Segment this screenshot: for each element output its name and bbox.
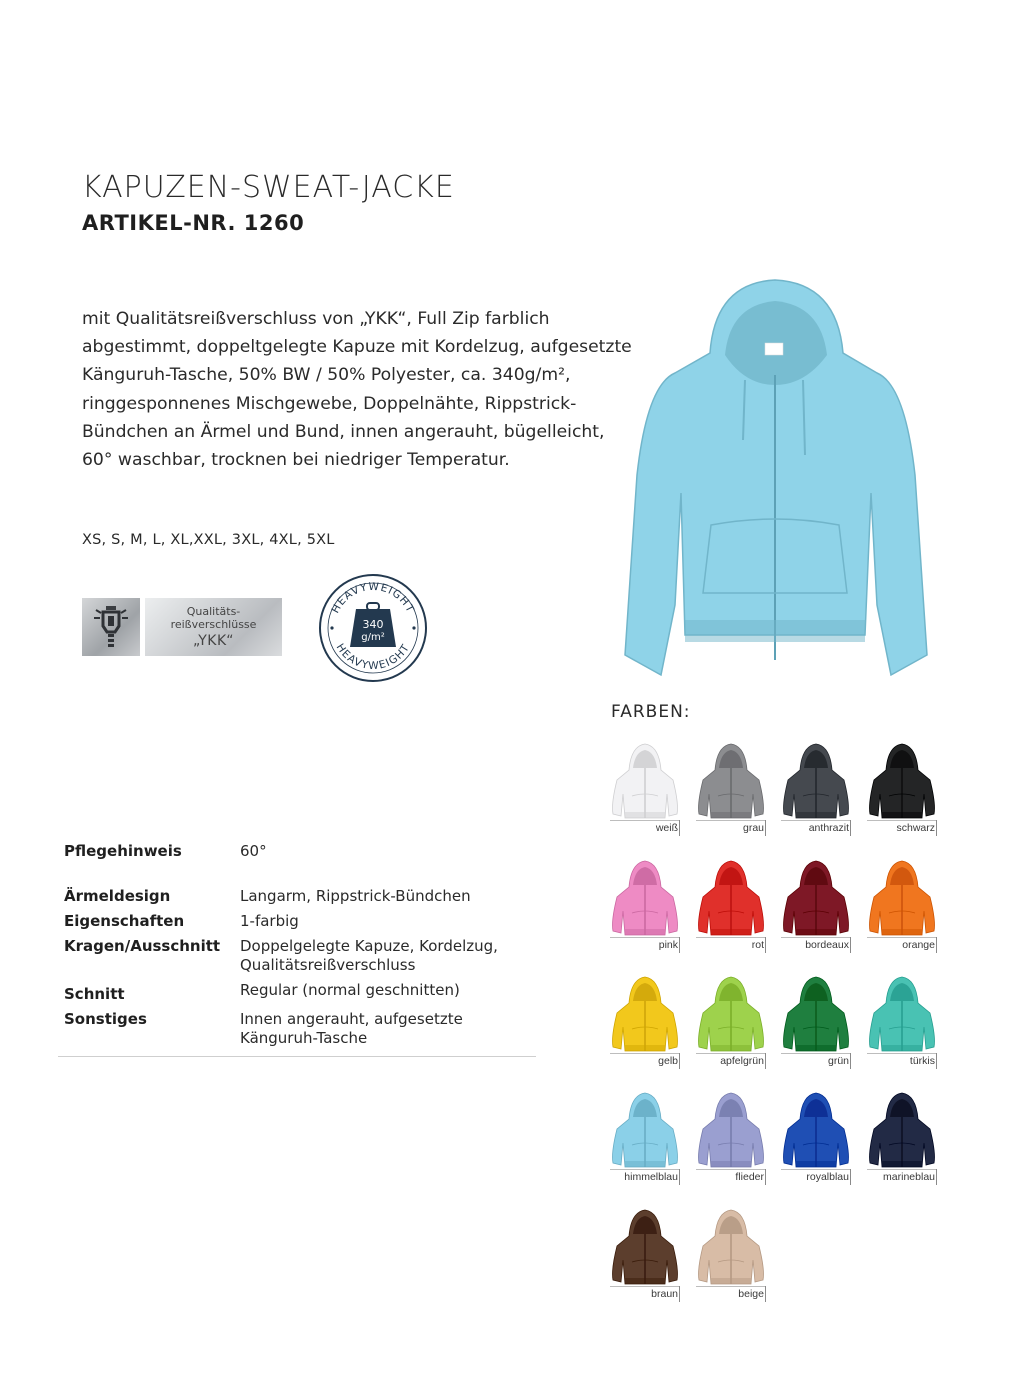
color-swatch[interactable] bbox=[781, 851, 851, 951]
spec-value-line: Qualitätsreißverschluss bbox=[240, 956, 416, 974]
size-list: XS, S, M, L, XL,XXL, 3XL, 4XL, 5XL bbox=[82, 532, 335, 548]
color-swatch[interactable] bbox=[610, 1200, 680, 1300]
swatch-underline bbox=[696, 1053, 766, 1054]
color-name: grün bbox=[827, 1055, 849, 1067]
spec-value: 60° bbox=[240, 842, 267, 860]
swatch-divider bbox=[679, 820, 680, 836]
color-name: rot bbox=[751, 939, 764, 951]
color-name: bordeaux bbox=[805, 939, 849, 951]
color-name: beige bbox=[738, 1288, 764, 1300]
swatch-divider bbox=[850, 820, 851, 836]
color-name: braun bbox=[651, 1288, 678, 1300]
color-swatch[interactable] bbox=[867, 967, 937, 1067]
swatch-divider bbox=[679, 1169, 680, 1185]
swatch-underline bbox=[867, 1053, 937, 1054]
swatch-underline bbox=[610, 1169, 680, 1170]
heavyweight-ring-top: HEAVYWEIGHT bbox=[329, 580, 417, 616]
hoodie-swatch-image bbox=[867, 734, 937, 820]
color-name: anthrazit bbox=[808, 822, 849, 834]
spec-value-line: Känguruh-Tasche bbox=[240, 1029, 368, 1047]
swatch-underline bbox=[781, 937, 851, 938]
swatch-underline bbox=[610, 1053, 680, 1054]
swatch-divider bbox=[850, 1053, 851, 1069]
color-name: pink bbox=[658, 939, 678, 951]
color-swatch[interactable] bbox=[610, 967, 680, 1067]
color-name: grau bbox=[742, 822, 764, 834]
swatch-underline bbox=[867, 937, 937, 938]
hoodie-swatch-image bbox=[696, 851, 766, 937]
description-line: 60° waschbar, trocknen bei niedriger Temperatur. bbox=[82, 450, 510, 471]
spec-value-line: Innen angerauht, aufgesetzte bbox=[240, 1010, 463, 1028]
hoodie-swatch-image bbox=[781, 734, 851, 820]
hoodie-swatch-image bbox=[696, 1200, 766, 1286]
hoodie-swatch-image bbox=[610, 734, 680, 820]
spec-key: Eigenschaften bbox=[64, 912, 185, 930]
color-swatch[interactable] bbox=[867, 734, 937, 834]
article-number: ARTIKEL-NR. 1260 bbox=[82, 211, 305, 235]
hoodie-swatch-image bbox=[610, 851, 680, 937]
color-swatch[interactable] bbox=[781, 967, 851, 1067]
hoodie-swatch-image bbox=[781, 851, 851, 937]
hoodie-swatch-image bbox=[696, 967, 766, 1053]
swatch-underline bbox=[696, 937, 766, 938]
product-description bbox=[82, 305, 652, 474]
color-name: apfelgrün bbox=[720, 1055, 764, 1067]
swatch-divider bbox=[765, 1053, 766, 1069]
hoodie-swatch-image bbox=[610, 1200, 680, 1286]
product-hero-image bbox=[615, 275, 935, 685]
spec-row-other bbox=[58, 1010, 536, 1048]
heavyweight-weight: 340 bbox=[362, 618, 384, 631]
spec-value: 1-farbig bbox=[240, 912, 299, 930]
swatch-underline bbox=[610, 1286, 680, 1287]
color-name: türkis bbox=[909, 1055, 935, 1067]
spec-row-collar bbox=[58, 937, 536, 975]
swatch-divider bbox=[936, 820, 937, 836]
spec-row-cut bbox=[58, 981, 536, 1004]
description-line: abgestimmt, doppeltgelegte Kapuze mit Kordelzug, aufgesetzte bbox=[82, 337, 632, 358]
spec-table bbox=[58, 842, 536, 1057]
color-swatch[interactable] bbox=[781, 734, 851, 834]
swatch-underline bbox=[781, 820, 851, 821]
hoodie-swatch-image bbox=[696, 1083, 766, 1169]
swatch-divider bbox=[765, 1169, 766, 1185]
ykk-zipper-badge bbox=[82, 598, 282, 656]
colors-heading: FARBEN: bbox=[611, 702, 691, 722]
heavyweight-badge bbox=[318, 573, 428, 683]
swatch-divider bbox=[679, 1286, 680, 1302]
ykk-badge-line: reißverschlüsse bbox=[170, 617, 257, 631]
spec-key: Sonstiges bbox=[64, 1010, 147, 1028]
swatch-divider bbox=[850, 937, 851, 953]
spec-value: Langarm, Rippstrick-Bündchen bbox=[240, 887, 471, 905]
swatch-underline bbox=[610, 820, 680, 821]
hoodie-swatch-image bbox=[867, 1083, 937, 1169]
color-name: weiß bbox=[655, 822, 678, 834]
color-name: royalblau bbox=[806, 1171, 849, 1183]
swatch-divider bbox=[850, 1169, 851, 1185]
color-swatch[interactable] bbox=[610, 734, 680, 834]
product-title: KAPUZEN-SWEAT-JACKE bbox=[82, 170, 455, 205]
hoodie-swatch-image bbox=[781, 967, 851, 1053]
color-swatch[interactable] bbox=[696, 1200, 766, 1300]
spec-key: Ärmeldesign bbox=[64, 887, 171, 905]
hoodie-swatch-image bbox=[696, 734, 766, 820]
color-name: himmelblau bbox=[624, 1171, 678, 1183]
color-swatch[interactable] bbox=[696, 734, 766, 834]
swatch-divider bbox=[936, 1169, 937, 1185]
spec-row-care bbox=[58, 842, 536, 861]
hoodie-swatch-image bbox=[867, 967, 937, 1053]
description-line: Bündchen an Ärmel und Bund, innen angerauht, bügelleicht, bbox=[82, 421, 605, 442]
ykk-badge-text bbox=[145, 598, 282, 656]
spec-row-sleeve bbox=[58, 887, 536, 906]
swatch-divider bbox=[936, 1053, 937, 1069]
hoodie-swatch-image bbox=[610, 1083, 680, 1169]
swatch-divider bbox=[765, 937, 766, 953]
spec-value bbox=[240, 937, 536, 975]
spec-row-properties bbox=[58, 912, 536, 931]
spec-value bbox=[240, 1010, 536, 1048]
color-swatch[interactable] bbox=[867, 851, 937, 951]
color-name: schwarz bbox=[896, 822, 935, 834]
heavyweight-ring-bottom: HEAVYWEIGHT bbox=[333, 641, 413, 673]
swatch-divider bbox=[679, 1053, 680, 1069]
swatch-divider bbox=[765, 1286, 766, 1302]
zipper-icon bbox=[82, 598, 140, 656]
swatch-divider bbox=[765, 820, 766, 836]
ykk-badge-line: Qualitäts- bbox=[186, 604, 241, 618]
swatch-underline bbox=[781, 1053, 851, 1054]
color-swatch[interactable] bbox=[867, 1083, 937, 1183]
swatch-underline bbox=[867, 1169, 937, 1170]
description-line: mit Qualitätsreißverschluss von „YKK“, Full Zip farblich bbox=[82, 309, 550, 329]
color-swatch[interactable] bbox=[610, 1083, 680, 1183]
description-line: Känguruh-Tasche, 50% BW / 50% Polyester, ca. 340g/m², bbox=[82, 365, 571, 386]
description-line: ringgesponnenes Mischgewebe, Doppelnähte, Rippstrick- bbox=[82, 393, 577, 414]
color-name: marineblau bbox=[883, 1171, 935, 1183]
swatch-underline bbox=[610, 937, 680, 938]
swatch-divider bbox=[679, 937, 680, 953]
swatch-underline bbox=[696, 1286, 766, 1287]
swatch-underline bbox=[867, 820, 937, 821]
ykk-badge-brand: „YKK“ bbox=[193, 632, 234, 649]
color-swatch[interactable] bbox=[696, 851, 766, 951]
hoodie-swatch-image bbox=[781, 1083, 851, 1169]
swatch-divider bbox=[936, 937, 937, 953]
color-name: flieder bbox=[735, 1171, 764, 1183]
spec-key: Kragen/Ausschnitt bbox=[64, 937, 221, 955]
color-name: gelb bbox=[658, 1055, 678, 1067]
hoodie-swatch-image bbox=[867, 851, 937, 937]
spec-value: Regular (normal geschnitten) bbox=[240, 981, 460, 999]
spec-key: Pflegehinweis bbox=[64, 842, 182, 860]
color-swatch[interactable] bbox=[781, 1083, 851, 1183]
color-name: orange bbox=[902, 939, 935, 951]
color-swatch[interactable] bbox=[696, 1083, 766, 1183]
hoodie-swatch-image bbox=[610, 967, 680, 1053]
color-swatch[interactable] bbox=[610, 851, 680, 951]
color-swatch[interactable] bbox=[696, 967, 766, 1067]
spec-value-line: Doppelgelegte Kapuze, Kordelzug, bbox=[240, 937, 498, 955]
spec-key: Schnitt bbox=[64, 985, 125, 1003]
swatch-underline bbox=[781, 1169, 851, 1170]
swatch-underline bbox=[696, 820, 766, 821]
heavyweight-unit: g/m² bbox=[361, 632, 385, 643]
swatch-underline bbox=[696, 1169, 766, 1170]
